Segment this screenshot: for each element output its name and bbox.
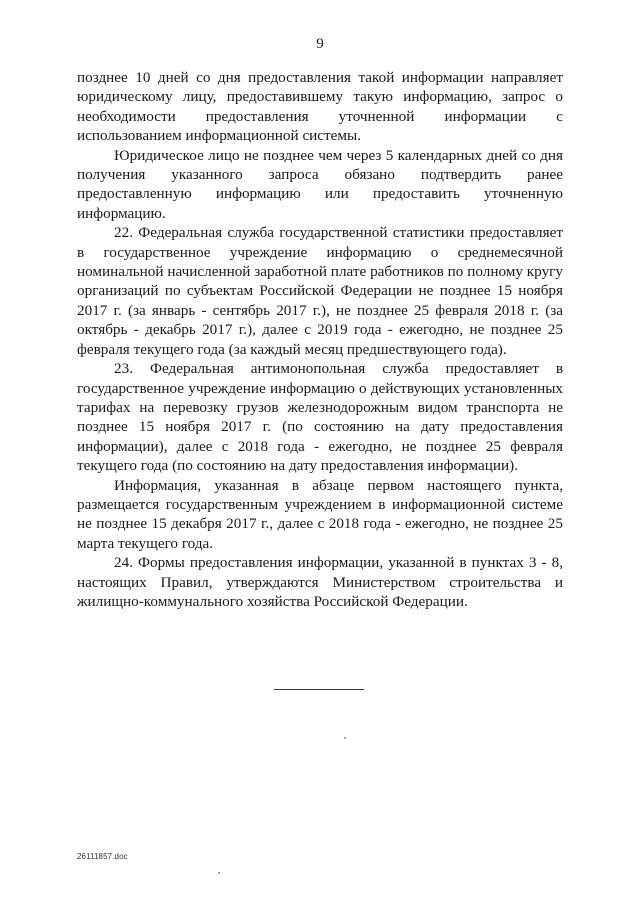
- paragraph-item-22: 22. Федеральная служба государственной статистики предоставляет в государственное учреждение информацию о среднемесячной номинальной начисленной заработной плате работников по полному кругу организаций по субъектам Российской Федерации не позднее 15 ноября 2017 г. (за январь - сентябрь 2017 г.), не позднее 25 февраля 2018 г. (за октябрь - декабрь 2017 г.), далее с 2019 года - ежегодно, не позднее 25 февраля текущего года (за каждый месяц предшествующего года).: [77, 224, 563, 358]
- end-of-text-rule: [274, 689, 364, 690]
- scan-speck: [344, 737, 346, 739]
- document-body: [77, 68, 563, 611]
- end-rule-gap: [318, 688, 322, 689]
- paragraph-continuation: позднее 10 дней со дня предоставления такой информации направляет юридическому лицу, предоставившему такую информацию, запрос о необходимости предоставления уточненной информации с использованием информационной системы.: [77, 69, 563, 145]
- paragraph-item-23: 23. Федеральная антимонопольная служба предоставляет в государственное учреждение информацию о действующих установленных тарифах на перевозку грузов железнодорожным видом транспорта не позднее 15 ноября 2017 г. (по состоянию на дату предоставления информации), далее с 2018 года - ежегодно, не позднее 25 февраля текущего года (по состоянию на дату предоставления информации).: [77, 360, 563, 475]
- page-number: 9: [316, 36, 324, 52]
- paragraph-legal-entity-confirmation: Юридическое лицо не позднее чем через 5 календарных дней со дня получения указанного запроса обязано подтвердить ранее предоставленную информацию или предоставить уточненную информацию.: [77, 146, 563, 222]
- file-reference: 26111857.doc: [77, 852, 128, 861]
- scan-speck: [218, 872, 220, 874]
- paragraph-item-23-placement: Информация, указанная в абзаце первом настоящего пункта, размещается государственным учреждением в информационной системе не позднее 15 декабря 2017 г., далее с 2018 года - ежегодно, не позднее 25 марта текущего года.: [77, 476, 563, 552]
- paragraph-item-24: 24. Формы предоставления информации, указанной в пунктах 3 - 8, настоящих Правил, утверждаются Министерством строительства и жилищно-коммунального хозяйства Российской Федерации.: [77, 554, 563, 610]
